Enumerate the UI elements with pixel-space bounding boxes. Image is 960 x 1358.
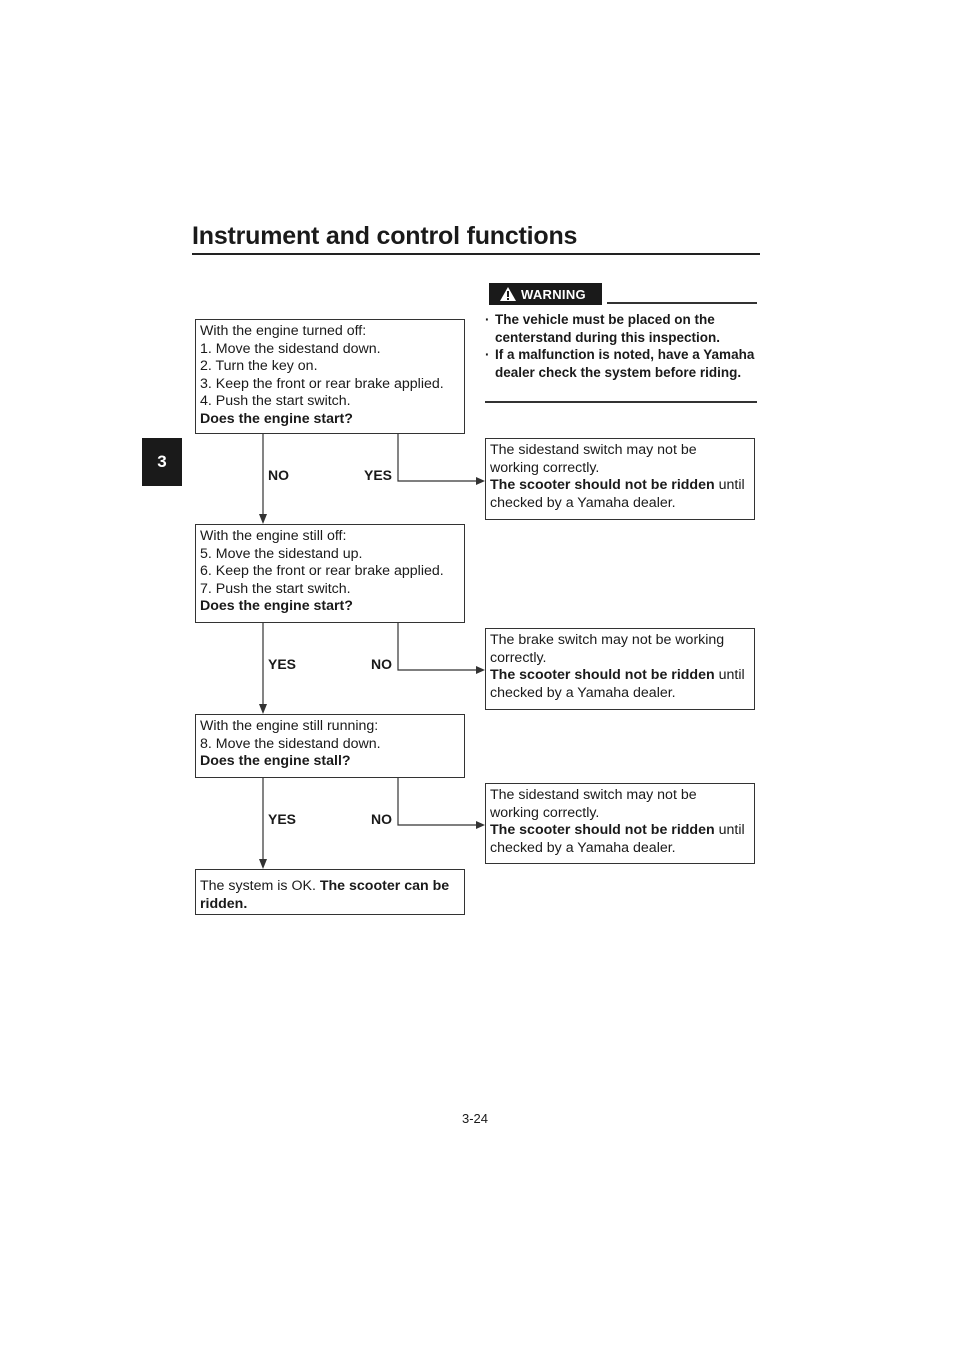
arrowhead-down xyxy=(259,514,267,524)
arrowhead-down xyxy=(259,859,267,869)
arrowhead-right xyxy=(476,821,485,829)
connector-step1-right xyxy=(398,434,478,481)
page-title: Instrument and control functions xyxy=(192,222,578,250)
chapter-tab: 3 xyxy=(142,438,182,486)
connector-step3-right xyxy=(398,778,478,825)
warning-item: · If a malfunction is noted, have a Yamaha dealer check the system before riding. xyxy=(485,347,755,380)
final-box: The system is OK. The scooter can be ridden. xyxy=(195,869,465,915)
result3-box: The sidestand switch may not be working correctly. The scooter should not be ridden until checked by a Yamaha dealer. xyxy=(485,783,755,864)
step1-box: With the engine turned off: 1. Move the sidestand down. 2. Turn the key on. 3. Keep the front or rear brake applied. 4. Push the start switch. Does the engine start? xyxy=(195,319,465,434)
step3-question: Does the engine stall? xyxy=(200,753,351,770)
step2-question: Does the engine start? xyxy=(200,598,353,615)
step2-box: With the engine still off: 5. Move the sidestand up. 6. Keep the front or rear brake applied. 7. Push the start switch. Does the engine start? xyxy=(195,524,465,623)
step3-yes-label: YES xyxy=(268,811,297,827)
warning-badge-label: WARNING xyxy=(521,286,586,302)
arrowhead-right xyxy=(476,477,485,485)
warning-item: · The vehicle must be placed on the centerstand during this inspection. xyxy=(485,312,721,345)
connector-step2-right xyxy=(398,623,478,670)
step1-no-label: NO xyxy=(268,467,289,483)
page-number: 3-24 xyxy=(462,1111,489,1126)
arrowhead-down xyxy=(259,704,267,714)
result2-box: The brake switch may not be working correctly. The scooter should not be ridden until checked by a Yamaha dealer. xyxy=(485,628,755,710)
step3-no-label: NO xyxy=(371,811,392,827)
result1-box: The sidestand switch may not be working correctly. The scooter should not be ridden until checked by a Yamaha dealer. xyxy=(485,438,755,520)
arrowhead-right xyxy=(476,666,485,674)
step3-box: With the engine still running: 8. Move the sidestand down. Does the engine stall? xyxy=(195,714,465,778)
step1-question: Does the engine start? xyxy=(200,410,353,427)
step2-no-label: NO xyxy=(371,656,392,672)
step2-yes-label: YES xyxy=(268,656,297,672)
step1-yes-label: YES xyxy=(364,467,393,483)
